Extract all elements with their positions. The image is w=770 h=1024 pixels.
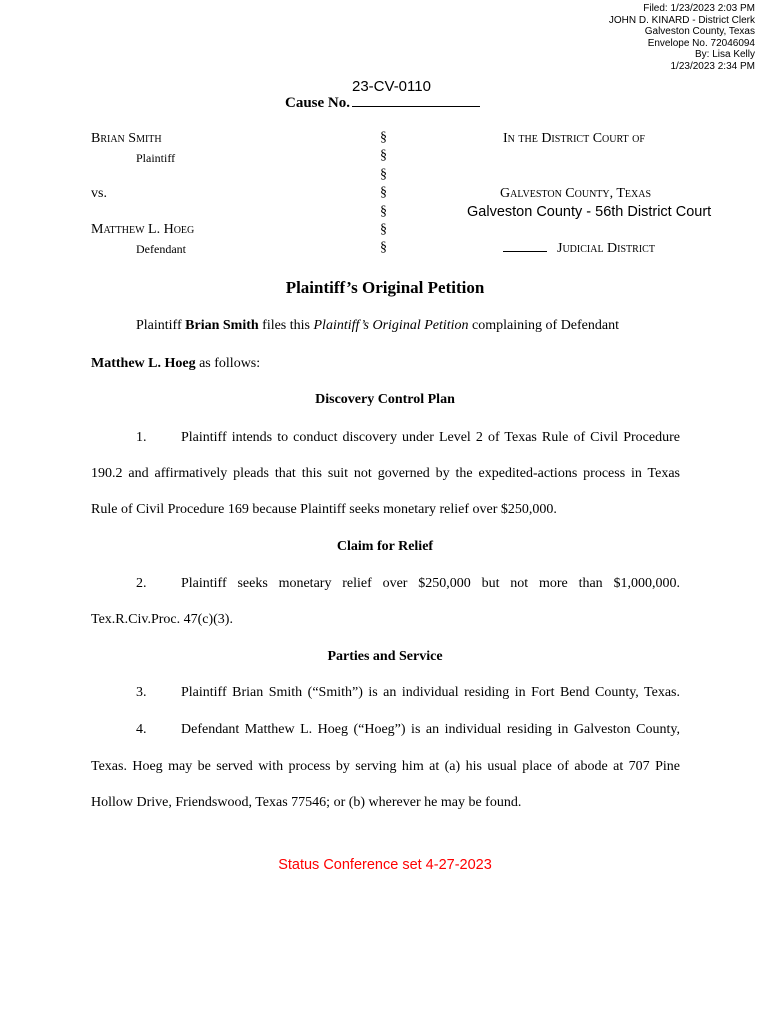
section-mark: § bbox=[380, 148, 387, 164]
intro-line-1 bbox=[136, 318, 619, 334]
section-mark: § bbox=[380, 222, 387, 238]
versus-label: vs. bbox=[91, 186, 107, 201]
document-title: Plaintiff’s Original Petition bbox=[285, 278, 485, 297]
envelope-number: Envelope No. 72046094 bbox=[647, 37, 755, 49]
defendant-name: Matthew L. Hoeg bbox=[91, 222, 195, 237]
paragraph-1-line-3: Rule of Civil Procedure 169 because Plaintiff seeks monetary relief over $250,000. bbox=[91, 502, 557, 517]
plaintiff-role: Plaintiff bbox=[136, 151, 176, 165]
parties-heading: Parties and Service bbox=[327, 649, 443, 664]
plaintiff-bold: Brian Smith bbox=[185, 318, 259, 333]
court-line-1: In the District Court of bbox=[503, 131, 645, 146]
stamp-timestamp: 1/23/2023 2:34 PM bbox=[670, 60, 755, 72]
section-mark: § bbox=[380, 166, 387, 182]
paragraph-4-line-2: Texas. Hoeg may be served with process by serving him at (a) his usual place of abode at 707 Pine bbox=[91, 759, 680, 774]
court-line-4: Judicial District bbox=[557, 241, 655, 256]
section-mark: § bbox=[380, 203, 387, 219]
discovery-heading: Discovery Control Plan bbox=[315, 392, 455, 407]
paragraph-1-line-2: 190.2 and affirmatively pleads that this suit not governed by the expedited-actions process in Texas bbox=[91, 466, 680, 481]
judicial-district-line bbox=[503, 241, 655, 257]
stamp-county: Galveston County, Texas bbox=[644, 26, 755, 37]
paragraph-1-line-1: Plaintiff intends to conduct discovery under Level 2 of Texas Rule of Civil Procedure bbox=[181, 430, 680, 445]
paragraph-number: 2. bbox=[136, 576, 147, 591]
plaintiff-name: Brian Smith bbox=[91, 131, 162, 146]
intro-text: as follows: bbox=[195, 356, 261, 371]
stamp-by: By: Lisa Kelly bbox=[694, 49, 755, 60]
document-italic: Plaintiff’s Original Petition bbox=[313, 318, 469, 333]
filed-date: Filed: 1/23/2023 2:03 PM bbox=[643, 3, 755, 14]
intro-text: complaining of Defendant bbox=[468, 318, 619, 333]
status-conference-note: Status Conference set 4-27-2023 bbox=[278, 857, 492, 873]
intro-text: Plaintiff bbox=[136, 318, 186, 333]
claim-heading: Claim for Relief bbox=[336, 539, 434, 554]
section-mark: § bbox=[380, 185, 387, 201]
paragraph-3-line-1: Plaintiff Brian Smith (“Smith”) is an individual residing in Fort Bend County, Texas. bbox=[181, 685, 680, 700]
paragraph-number: 4. bbox=[136, 722, 147, 737]
paragraph-number: 3. bbox=[136, 685, 147, 700]
paragraph-2-line-1: Plaintiff seeks monetary relief over $250,000 but not more than $1,000,000. bbox=[181, 576, 680, 591]
cause-label: Cause No. bbox=[285, 95, 351, 111]
cause-number-line bbox=[285, 94, 480, 112]
paragraph-2-line-2: Tex.R.Civ.Proc. 47(c)(3). bbox=[91, 612, 233, 627]
defendant-bold: Matthew L. Hoeg bbox=[91, 356, 196, 371]
section-mark: § bbox=[380, 240, 387, 256]
intro-line-2 bbox=[91, 356, 260, 372]
section-mark: § bbox=[380, 130, 387, 145]
filing-stamp bbox=[609, 3, 755, 72]
court-line-3: Galveston County - 56th District Court bbox=[467, 204, 712, 220]
district-number-blank bbox=[503, 241, 547, 252]
paragraph-number: 1. bbox=[136, 430, 147, 445]
case-number: 23-CV-0110 bbox=[352, 78, 431, 95]
paragraph-4-line-3: Hollow Drive, Friendswood, Texas 77546; or (b) wherever he may be found. bbox=[91, 795, 522, 810]
section-marks bbox=[380, 129, 387, 258]
district-clerk: JOHN D. KINARD - District Clerk bbox=[608, 14, 755, 26]
defendant-role: Defendant bbox=[136, 242, 186, 256]
court-line-2: Galveston County, Texas bbox=[500, 186, 652, 201]
intro-text: files this bbox=[258, 318, 314, 333]
cause-blank bbox=[352, 94, 480, 107]
paragraph-4-line-1: Defendant Matthew L. Hoeg (“Hoeg”) is an individual residing in Galveston County, bbox=[181, 722, 680, 737]
